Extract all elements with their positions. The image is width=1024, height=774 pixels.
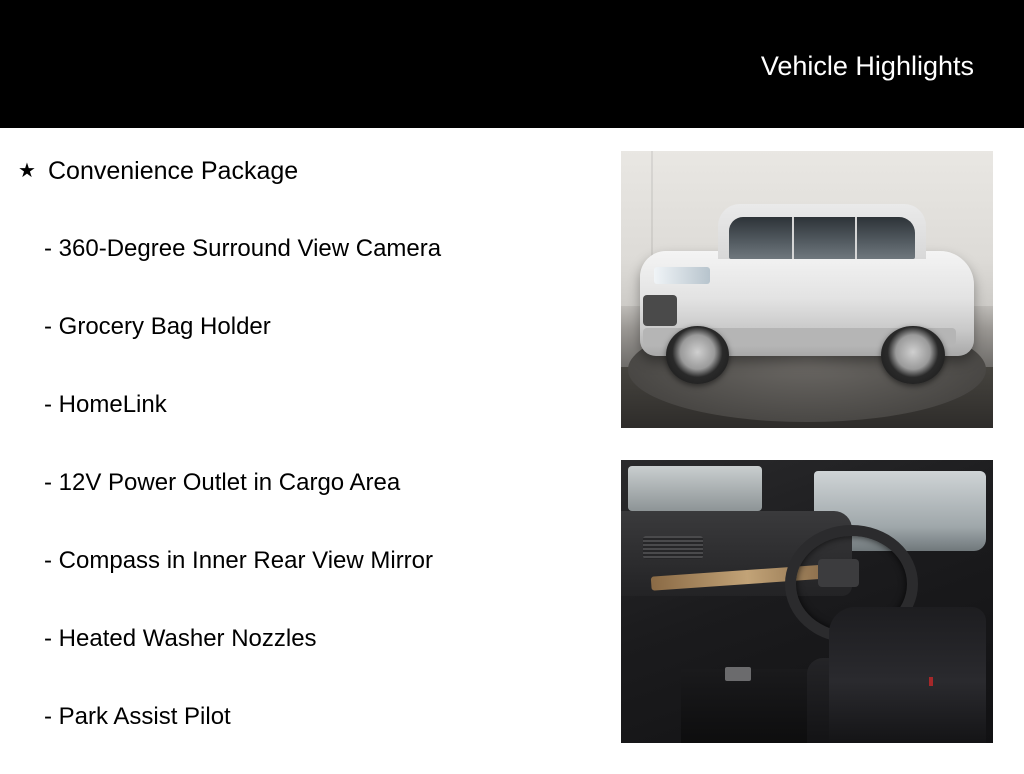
air-vent xyxy=(643,536,703,559)
list-item xyxy=(14,462,614,540)
slide-content xyxy=(0,128,1024,768)
dash-marker: - xyxy=(44,313,52,340)
list-item-label xyxy=(44,546,433,576)
steering-wheel-hub xyxy=(818,559,859,587)
header-bar xyxy=(0,0,1024,128)
list-item-text: 360-Degree Surround View Camera xyxy=(58,235,442,262)
list-item xyxy=(14,150,614,228)
list-item-label xyxy=(44,624,317,654)
grille xyxy=(643,295,676,325)
list-item-text: 12V Power Outlet in Cargo Area xyxy=(58,469,401,496)
list-item-text: Compass in Inner Rear View Mirror xyxy=(58,547,434,574)
list-item-text: Park Assist Pilot xyxy=(58,703,231,730)
car-windows xyxy=(729,217,915,259)
dash-marker: - xyxy=(44,547,52,574)
list-item-text: HomeLink xyxy=(58,391,167,418)
pedal xyxy=(725,667,751,681)
dash-marker: - xyxy=(44,625,52,652)
list-item-label xyxy=(44,468,400,498)
headlight xyxy=(654,267,710,284)
front-wheel xyxy=(666,326,729,384)
list-item-label xyxy=(44,312,271,342)
list-item-text: Grocery Bag Holder xyxy=(58,313,271,340)
rear-wheel xyxy=(881,326,944,384)
door-marker xyxy=(929,677,933,686)
dash-marker: - xyxy=(44,235,52,262)
list-item-label xyxy=(44,234,441,264)
dash-marker: - xyxy=(44,703,52,730)
list-item xyxy=(14,384,614,462)
page-title: Vehicle Highlights xyxy=(760,51,974,81)
window-pillar xyxy=(855,217,857,259)
list-item xyxy=(14,540,614,618)
vehicle-exterior-photo xyxy=(621,151,993,428)
list-item xyxy=(14,618,614,696)
list-item-label: Convenience Package xyxy=(48,157,299,185)
vehicle-highlights-list xyxy=(14,150,614,774)
list-item-text: Heated Washer Nozzles xyxy=(58,625,317,652)
dash-marker: - xyxy=(44,469,52,496)
driver-seat xyxy=(829,607,985,743)
windshield xyxy=(628,466,762,511)
list-item xyxy=(14,228,614,306)
vehicle-interior-photo xyxy=(621,460,993,743)
list-item-label xyxy=(44,702,231,732)
list-item xyxy=(14,306,614,384)
star-icon: ★ xyxy=(18,160,36,182)
window-pillar xyxy=(792,217,794,259)
list-item xyxy=(14,696,614,774)
list-item-label xyxy=(44,390,167,420)
dash-marker: - xyxy=(44,391,52,418)
